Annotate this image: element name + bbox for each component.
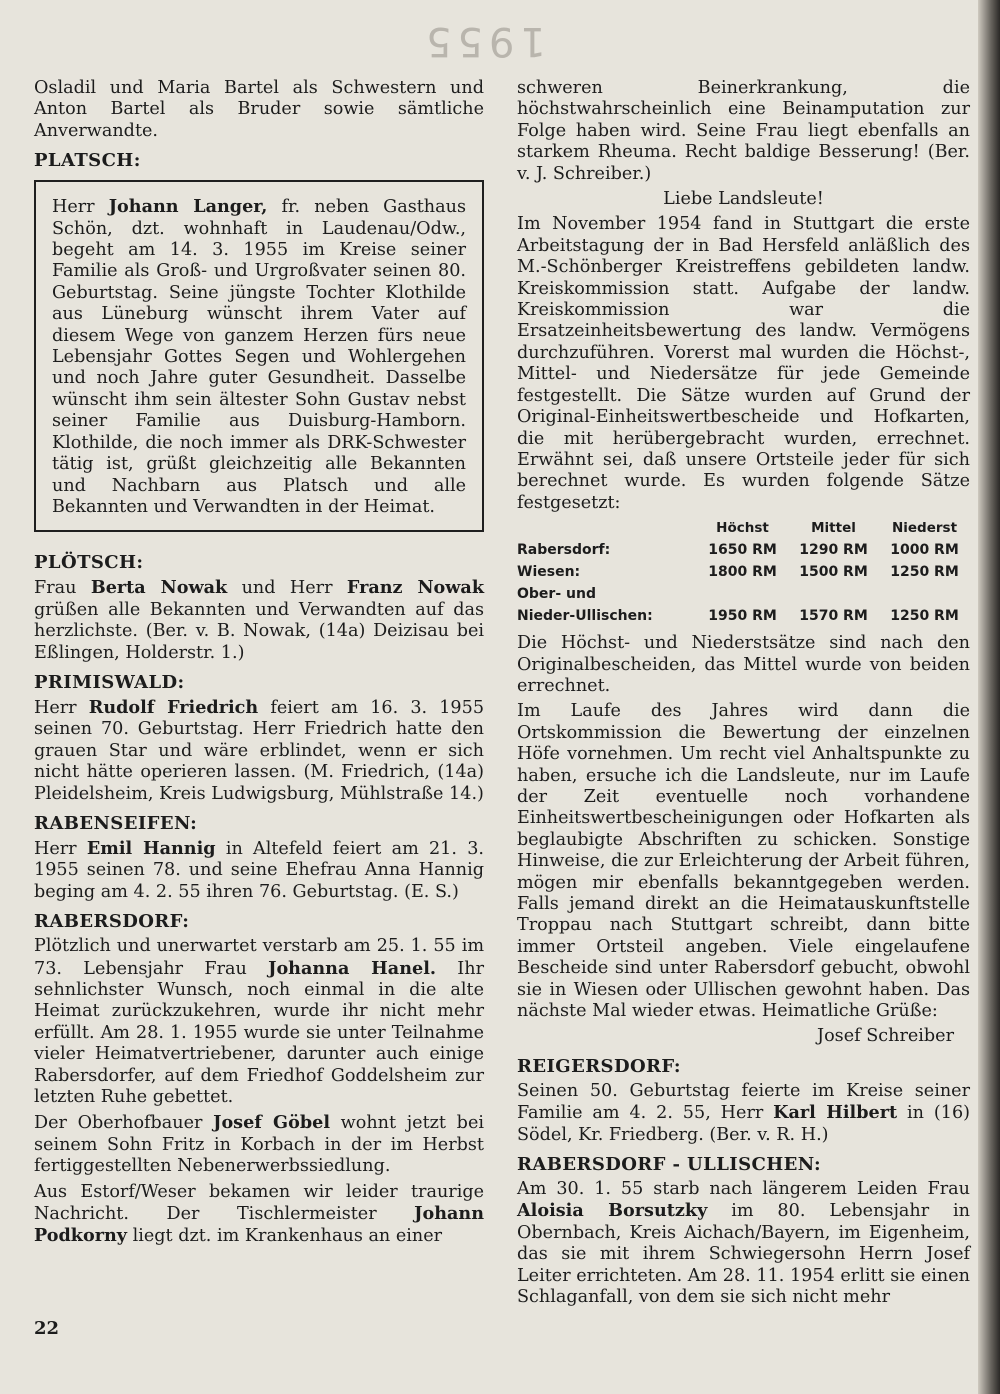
rates-header-place <box>517 520 697 539</box>
text-run: in Altefeld feiert am 21. 3. 1955 seinen 78. und seine Ehefrau Anna Hannig beging am 4. 2. 55 ihren 76. Geburtstag. (E. S.) <box>34 838 484 902</box>
rates-value <box>697 583 788 605</box>
person-name: Berta Nowak <box>90 577 228 599</box>
rates-header-hoechst: Höchst <box>716 520 769 537</box>
text-run: Herr <box>52 197 109 218</box>
page-binding-shadow <box>978 0 1000 1394</box>
text-run: grüßen alle Bekannten und Verwandten auf das herzlichste. (Ber. v. B. Nowak, (14a) Deizisau bei Eßlingen, Holderstr. 1.) <box>34 599 484 663</box>
section-heading-platsch: PLATSCH: <box>34 150 141 172</box>
table-row <box>517 605 970 627</box>
person-name: Emil Hannig <box>86 837 216 859</box>
rabenseifen-paragraph <box>34 838 484 903</box>
section-heading-reigersdorf: REIGERSDORF: <box>517 1055 681 1077</box>
rates-value: 1650 RM <box>708 542 777 559</box>
person-name: Josef Göbel <box>213 1112 330 1134</box>
primiswald-paragraph <box>34 697 484 805</box>
rates-header-niederst: Niederst <box>891 520 958 537</box>
reigersdorf-paragraph <box>517 1081 970 1146</box>
text-run: Ihr sehnlichster Wunsch, noch einmal in die alte Heimat zurückzukehren, wurde ihr nicht mehr erfüllt. Am 28. 1. 1955 wurde sie unter Teilnahme vieler Heimatvertriebener, darunter auch einige Rabersdorfer, auf dem Friedhof Goddelsheim zur letzten Ruhe gebettet. <box>34 958 484 1108</box>
section-heading-rabersdorf: RABERSDORF: <box>34 911 190 933</box>
text-run: fr. neben Gasthaus Schön, dzt. wohnhaft in Laudenau/Odw., begeht am 14. 3. 1955 im Kreise seiner Familie als Groß- und Urgroßvater seinen 80. Geburtstag. Seine jüngste Tochter Klothilde aus Lüneburg wünscht ihrem Vater auf diesem Wege von ganzem Herzen fürs neue Lebensjahr Gottes Segen und Wohlergehen und noch Jahre guter Gesundheit. Dasselbe wünscht ihm sein ältester Sohn Gustav nebst seiner Familie aus Duisburg-Hamborn. Klothilde, die noch immer als DRK-Schwester tätig ist, grüßt gleichzeitig alle Bekannten und Nachbarn aus Platsch und alle Bekannten und Verwandten in der Heimat. <box>52 197 466 517</box>
table-row <box>517 561 970 583</box>
rates-value: 1570 RM <box>799 608 868 625</box>
rates-value: 1250 RM <box>890 564 959 581</box>
rates-value: 1290 RM <box>799 542 868 559</box>
letter-paragraph-1: Im November 1954 fand in Stuttgart die erste Arbeitstagung der in Bad Hersfeld anläßlich des M.-Schönberger Kreistreffens gebildeten landw. Kreiskommission statt. Aufgabe der landw. Kreiskommission war die Ersatzeinheitsbewertung des landw. Vermögens durchzuführen. Vorerst mal wurden die Höchst-, Mittel- und Niedersätze für jede Gemeinde festgestellt. Die Sätze wurden auf Grund der Original-Einheitswertbescheide und Hofkarten, die mit herübergebracht wurden, errechnet. Erwähnt sei, daß unsere Ortsteile jeder für sich berechnet wurde. Es wurden folgende Sätze festgesetzt: <box>517 214 970 513</box>
rabersdorf-paragraph-3 <box>34 1182 484 1248</box>
boxed-notice-platsch <box>34 180 484 532</box>
rates-value: 1950 RM <box>708 608 777 625</box>
text-run: Der Oberhofbauer <box>34 1113 214 1134</box>
person-name: Johanna Hanel. <box>268 957 437 979</box>
rabersdorf-ullischen-paragraph <box>517 1179 970 1308</box>
left-column <box>34 78 484 1252</box>
table-row <box>517 539 970 561</box>
rates-value: 1500 RM <box>799 564 868 581</box>
text-run: feiert am 16. 3. 1955 seinen 70. Geburtstag. Herr Friedrich hatte den grauen Star und wäre erblindet, wenn er sich nicht hätte operieren lassen. (M. Friedrich, (14a) Pleidelsheim, Kreis Ludwigsburg, Mühlstraße 14.) <box>34 697 485 804</box>
text-run: und Herr <box>227 578 347 599</box>
ploetsch-paragraph <box>34 577 484 664</box>
rates-header-row <box>517 520 970 539</box>
person-name: Rudolf Friedrich <box>88 696 259 718</box>
table-row <box>517 583 970 605</box>
continuation-paragraph: schweren Beinerkrankung, die höchstwahrscheinlich eine Beinamputation zur Folge haben wird. Seine Frau liegt ebenfalls an starkem Rheuma. Recht baldige Besserung! (Ber. v. J. Schreiber.) <box>517 78 970 184</box>
letter-signature: Josef Schreiber <box>817 1026 954 1047</box>
text-run: in (16) Södel, Kr. Friedberg. (Ber. v. R. H.) <box>517 1103 971 1145</box>
text-run: Frau <box>34 578 91 599</box>
text-run: Seinen 50. Geburtstag feierte im Kreise seiner Familie am 4. 2. 55, Herr <box>517 1080 970 1124</box>
person-name: Johann Langer, <box>108 196 268 218</box>
intro-paragraph: Osladil und Maria Bartel als Schwestern und Anton Bartel als Bruder sowie sämtliche Anverwandte. <box>34 78 484 141</box>
letter-paragraph-3: Im Laufe des Jahres wird dann die Ortskommission die Bewertung der einzelnen Höfe vornehmen. Um recht viel Anhaltspunkte zu haben, ersuche ich die Landsleute, nur im Laufe der Zeit eventuelle noch vorhandene Einheitswertbescheinigungen oder Hofkarten als beglaubigte Abschriften zu schicken. Sonstige Hinweise, die zur Erleichterung der Arbeit führen, mögen mir ebenfalls bekanntgegeben werden. Falls jemand direkt an die Heimatauskunftstelle Troppau nach Stuttgart schreibt, dann bitte immer Ortsteil angeben. Viele eingelaufene Bescheide sind unter Rabersdorf gebucht, obwohl sie in Wiesen oder Ullischen gewohnt haben. Das nächste Mal wieder etwas. Heimatliche Grüße: <box>517 701 970 1022</box>
text-run: im 80. Lebensjahr in Obernbach, Kreis Aichach/Bayern, im Eigenheim, das sie mit ihrem Schwiegersohn Herrn Josef Leiter errichteten. Am 28. 11. 1954 erlitt sie einen Schlaganfall, von dem sie sich nicht mehr <box>517 1201 971 1308</box>
person-name: Karl Hilbert <box>773 1102 898 1124</box>
rabersdorf-paragraph-2 <box>34 1112 484 1177</box>
platsch-paragraph <box>52 196 466 518</box>
rates-value: 1250 RM <box>890 608 959 625</box>
page-number: 22 <box>34 1318 60 1339</box>
rates-table <box>517 520 970 627</box>
rates-value: 1800 RM <box>708 564 777 581</box>
text-run: Am 30. 1. 55 starb nach längerem Leiden Frau <box>517 1179 970 1200</box>
text-run: Herr <box>34 838 87 859</box>
rates-place: Ober- und <box>517 586 596 603</box>
rates-value: 1000 RM <box>890 542 959 559</box>
text-run: wohnt jetzt bei seinem Sohn Fritz in Korbach in der im Herbst fertiggestellten Nebenerwerbssiedlung. <box>34 1113 484 1177</box>
text-run: Plötzlich und unerwartet verstarb am 25. 1. 55 im 73. Lebensjahr Frau <box>34 936 484 979</box>
text-run: liegt dzt. im Krankenhaus an einer <box>127 1226 443 1247</box>
letter-paragraph-2: Die Höchst- und Niederstsätze sind nach den Originalbescheiden, das Mittel wurde von beiden errechnet. <box>517 633 970 696</box>
right-column <box>517 78 970 1313</box>
section-heading-ploetsch: PLÖTSCH: <box>34 552 144 574</box>
text-run: Aus Estorf/Weser bekamen wir leider traurige Nachricht. Der Tischlermeister <box>34 1181 484 1225</box>
rates-place: Wiesen: <box>517 564 581 581</box>
text-run: Herr <box>34 697 89 718</box>
person-name: Aloisia Borsutzky <box>517 1200 708 1222</box>
rates-value <box>879 583 970 605</box>
letter-greeting: Liebe Landsleute! <box>663 189 824 210</box>
archive-stamp: 1955 <box>420 18 546 64</box>
rates-place: Nieder-Ullischen: <box>517 608 653 625</box>
rates-place: Rabersdorf: <box>517 542 611 559</box>
person-name: Johann Podkorny <box>34 1203 484 1247</box>
rates-header-mittel: Mittel <box>811 520 856 537</box>
rabersdorf-paragraph-1 <box>34 936 484 1108</box>
section-heading-rabersdorf-ullischen: RABERSDORF - ULLISCHEN: <box>517 1154 821 1176</box>
rates-value <box>788 583 879 605</box>
section-heading-primiswald: PRIMISWALD: <box>34 671 185 693</box>
person-name: Franz Nowak <box>346 577 485 599</box>
section-heading-rabenseifen: RABENSEIFEN: <box>34 812 198 834</box>
